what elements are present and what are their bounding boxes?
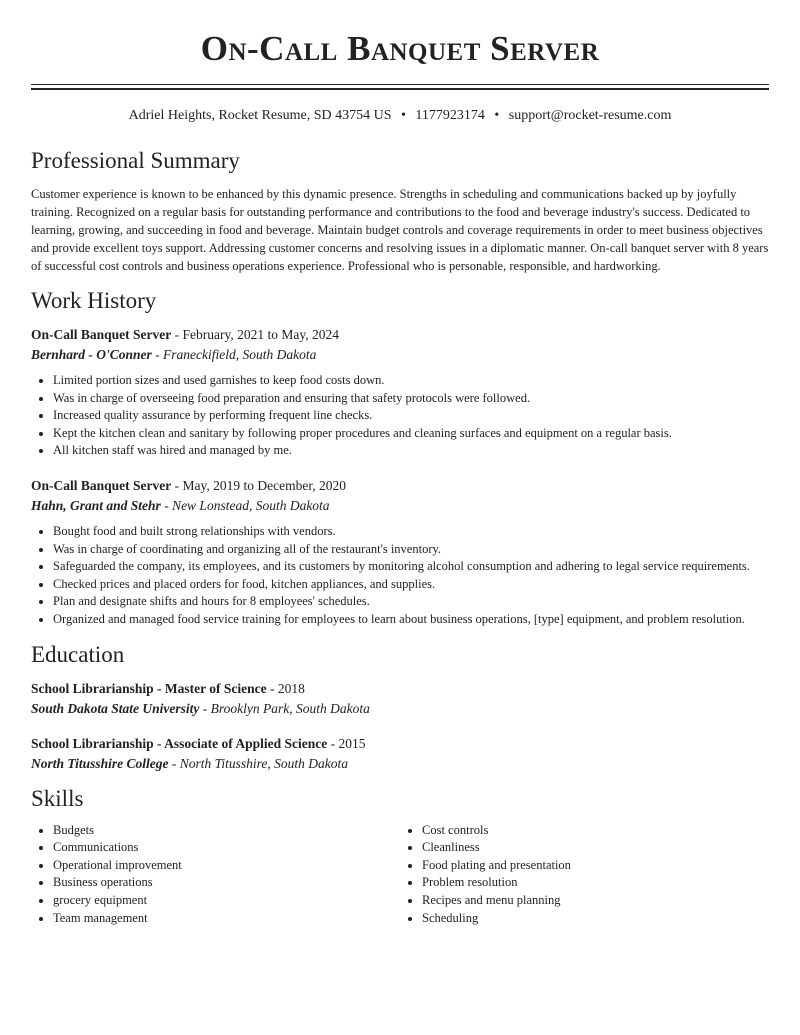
job-bullet: • Safeguarded the company, its employees, and its customers by monitoring alcohol consumption and adhering to legal service requirements. [53, 558, 769, 576]
education-school-line [31, 755, 769, 773]
job-bullet: • Organized and managed food service training for employees to learn about business operations, [type] equipment, and problem resolution. [53, 611, 769, 629]
education-school-line [31, 700, 769, 718]
education-year: - 2018 [266, 680, 305, 696]
skill-item: • Budgets [53, 822, 400, 840]
education-degree-line [31, 735, 769, 753]
education-school: South Dakota State University [31, 700, 200, 716]
skill-item: • Cleanliness [422, 839, 769, 857]
job-bullet: • Checked prices and placed orders for food, kitchen appliances, and supplies. [53, 576, 769, 594]
job-bullet: • Increased quality assurance by performing frequent line checks. [53, 407, 769, 425]
job-bullets [31, 523, 769, 629]
job-entry [31, 477, 769, 629]
job-entry [31, 326, 769, 460]
education-year: - 2015 [327, 735, 366, 751]
job-location: - New Lonstead, South Dakota [160, 497, 330, 513]
education-degree: School Librarianship - Master of Science [31, 680, 267, 696]
skills-heading: Skills [31, 785, 84, 811]
education-location: - North Titusshire, South Dakota [168, 755, 349, 771]
job-location: - Franeckifield, South Dakota [151, 347, 317, 362]
skill-item: • Communications [53, 839, 400, 857]
skill-item: • Team management [53, 910, 400, 928]
divider-thin-line [31, 84, 769, 85]
contact-separator: • [494, 108, 500, 123]
job-title-line [31, 326, 769, 344]
skills-grid [31, 822, 769, 928]
skill-item: • Problem resolution [422, 874, 769, 892]
job-dates: - May, 2019 to December, 2020 [171, 477, 347, 493]
skill-item: • Recipes and menu planning [422, 892, 769, 910]
job-dates: - February, 2021 to May, 2024 [171, 327, 339, 342]
job-employer: Bernhard - O'Conner [31, 347, 152, 362]
job-title-line [31, 477, 769, 495]
divider-thick-line [31, 88, 769, 90]
job-bullet: • Kept the kitchen clean and sanitary by following proper procedures and cleaning surfaces and equipment on a regular basis. [53, 425, 769, 443]
education-entry [31, 680, 769, 718]
education-degree-line [31, 680, 769, 698]
summary-text: Customer experience is known to be enhanced by this dynamic presence. Strengths in scheduling and communications backed up by joyfully training. Recognized on a regular basis for outstanding performance and contributions to the food and beverage industry's success. Dedicated to learning, growing, and succeeding in food and beverage. Maintain budget controls and coverage requirements in order to meet business objectives and provide excellent toys support. Addressing customer concerns and resolving issues in a diplomatic manner. On-call banquet server with 8 years of successful cost controls and business operations experience. Professional who is personable, responsible, and hardworking. [31, 187, 769, 273]
resume-title: On-Call Banquet Server [200, 29, 600, 68]
skill-item: • grocery equipment [53, 892, 400, 910]
skill-item: • Cost controls [422, 822, 769, 840]
work-history-heading: Work History [31, 288, 157, 313]
skill-item: • Scheduling [422, 910, 769, 928]
job-role: On-Call Banquet Server [31, 477, 172, 493]
contact-line [31, 107, 769, 125]
education-school: North Titusshire College [31, 755, 169, 771]
education-heading: Education [31, 641, 125, 667]
job-bullet: • Was in charge of overseeing food preparation and ensuring that safety protocols were followed. [53, 390, 769, 408]
job-employer: Hahn, Grant and Stehr [31, 497, 161, 513]
contact-address: Adriel Heights, Rocket Resume, SD 43754 US [128, 108, 392, 123]
summary-heading: Professional Summary [31, 148, 240, 173]
education-degree: School Librarianship - Associate of Applied Science [31, 735, 328, 751]
job-bullet: • All kitchen staff was hired and managed by me. [53, 442, 769, 460]
education-location: - Brooklyn Park, South Dakota [199, 700, 370, 716]
header-divider [31, 84, 769, 90]
skill-item: • Food plating and presentation [422, 857, 769, 875]
skill-item: • Operational improvement [53, 857, 400, 875]
job-employer-line [31, 346, 769, 364]
education-entry [31, 735, 769, 773]
job-bullet: • Plan and designate shifts and hours for 8 employees' schedules. [53, 593, 769, 611]
job-bullets [31, 372, 769, 460]
job-bullet: • Was in charge of coordinating and organizing all of the restaurant's inventory. [53, 541, 769, 559]
skills-column-right [400, 822, 769, 928]
skill-item: • Business operations [53, 874, 400, 892]
contact-separator: • [401, 108, 406, 123]
job-role: On-Call Banquet Server [31, 327, 172, 342]
job-employer-line [31, 497, 769, 515]
skills-column-left [31, 822, 400, 928]
job-bullet: • Bought food and built strong relationships with vendors. [53, 523, 769, 541]
contact-phone: 1177923174 [415, 108, 485, 123]
job-bullet: • Limited portion sizes and used garnishes to keep food costs down. [53, 372, 769, 390]
contact-email: support@rocket-resume.com [508, 108, 672, 123]
